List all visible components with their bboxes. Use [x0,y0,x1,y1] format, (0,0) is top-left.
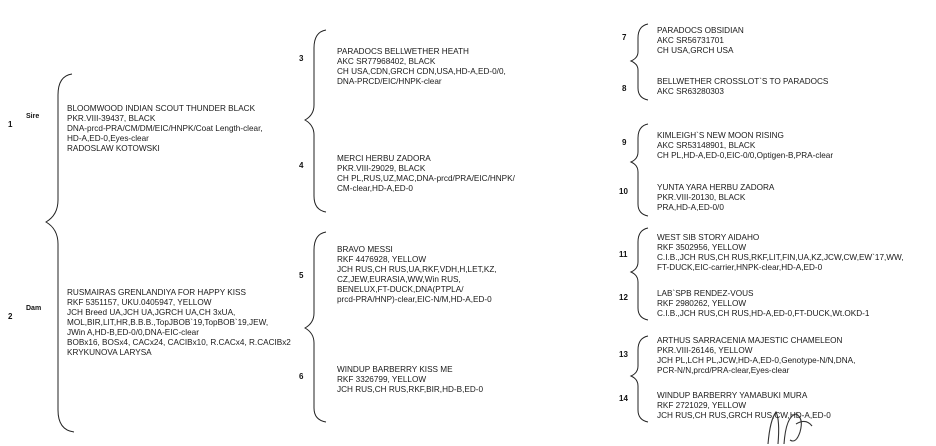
entry-number-14: 14 [619,394,628,403]
dam-entry [67,288,291,358]
ancestor-13 [657,336,855,376]
ancestor-5-titles-2: CZ,JEW,EURASIA,WW,Win RUS, [337,275,461,284]
entry-number-12: 12 [619,293,628,302]
sire-entry [67,104,263,154]
ancestor-13-name: ARTHUS SARRACENIA MAJESTIC CHAMELEON [657,336,843,345]
ancestor-13-health: PCR-N/N,prcd/PRA-clear,Eyes-clear [657,366,790,375]
ancestor-7-titles: CH USA,GRCH USA [657,46,734,55]
entry-number-6: 6 [299,372,304,381]
ancestor-12 [657,289,869,319]
sire-registration: PKR.VIII-39437, BLACK [67,114,156,123]
ancestor-5-name: BRAVO MESSI [337,245,393,254]
brace-sire [305,30,326,212]
ancestor-5-titles: JCH RUS,CH RUS,UA,RKF,VDH,H,LET,KZ, [337,265,497,274]
ancestor-8 [657,77,828,97]
ancestor-9-registration: AKC SR53148901, BLACK [657,141,756,150]
sire-name: BLOOMWOOD INDIAN SCOUT THUNDER BLACK [67,104,256,113]
ancestor-12-name: LAB`SPB RENDEZ-VOUS [657,289,754,298]
ancestor-11-titles: C.I.B.,JCH RUS,CH RUS,RKF,LIT,FIN,UA,KZ,JCW,CW,EW`17,WW, [657,253,904,262]
ancestor-9-titles: CH PL,HD-A,ED-0,EIC-0/0,Optigen-B,PRA-clear [657,151,834,160]
ancestor-6-titles: JCH RUS,CH RUS,RKF,BIR,HD-B,ED-0 [337,385,484,394]
ancestor-7-registration: AKC SR56731701 [657,36,724,45]
ancestor-7 [657,26,744,56]
ancestor-7-name: PARADOCS OBSIDIAN [657,26,744,35]
ancestor-8-registration: AKC SR63280303 [657,87,724,96]
entry-number-4: 4 [299,161,304,170]
ancestor-9 [657,131,833,161]
dam-health: JWin A,HD-B,ED-0/0,DNA-EIC-clear [67,328,199,337]
ancestor-4-health: CM-clear,HD-A,ED-0 [337,184,413,193]
sire-label: Sire [26,113,40,120]
ancestor-13-titles: JCH PL,LCH PL,JCW,HD-A,ED-0,Genotype-N/N,DNA, [657,356,856,365]
entry-number-13: 13 [619,350,628,359]
sire-owner: RADOSLAW KOTOWSKI [67,144,160,153]
ancestor-5 [337,245,497,305]
entry-number-8: 8 [622,84,627,93]
dam-owner: KRYKUNOVA LARYSA [67,348,152,357]
ancestor-13-registration: PKR.VIII-26146, YELLOW [657,346,753,355]
ancestor-6-registration: RKF 3326799, YELLOW [337,375,427,384]
entry-number-1: 1 [8,120,13,129]
entry-number-9: 9 [622,138,627,147]
ancestor-12-titles: C.I.B.,JCH RUS,CH RUS,HD-A,ED-0,FT-DUCK,Wt.OKD-1 [657,309,870,318]
ancestor-4-titles: CH PL,RUS,UZ,MAC,DNA-prcd/PRA/EIC/HNPK/ [337,174,515,183]
ancestor-3 [337,47,506,87]
ancestor-4-name: MERCI HERBU ZADORA [337,154,431,163]
ancestor-4-registration: PKR.VIII-29029, BLACK [337,164,426,173]
entry-number-11: 11 [619,250,628,259]
ancestor-11-registration: RKF 3502956, YELLOW [657,243,747,252]
entry-number-10: 10 [619,187,628,196]
ancestor-5-titles-3: BENELUX,FT-DUCK,DNA(PTPLA/ [337,285,464,294]
entry-number-5: 5 [299,271,304,280]
dam-awards: BOBx16, BOSx4, CACx24, CACIBx10, R.CACx4, R.CACIBx2 [67,338,291,347]
ancestor-3-health: DNA-PRCD/EIC/HNPK-clear [337,77,442,86]
dam-titles-2: MOL,BIR,LIT,HR,B.B.B.,TopJBOB`19,TopBOB`19,JEW, [67,318,269,327]
ancestor-10 [657,183,774,213]
dam-registration: RKF 5351157, UKU.0405947, YELLOW [67,298,212,307]
sire-health: DNA-prcd-PRA/CM/DM/EIC/HNPK/Coat Length-clear, [67,124,263,133]
ancestor-5-health: prcd-PRA/HNP)-clear,EIC-N/M,HD-A,ED-0 [337,295,492,304]
ancestor-4 [337,154,515,194]
dam-titles: JCH Breed UA,JCH UA,JGRCH UA,CH 3xUA, [67,308,236,317]
brace-5 [631,228,648,320]
ancestor-3-registration: AKC SR77968402, BLACK [337,57,436,66]
ancestor-14 [657,391,831,421]
ancestor-6 [337,365,483,395]
ancestor-6-name: WINDUP BARBERRY KISS ME [337,365,453,374]
brace-dam [305,232,326,422]
ancestor-12-registration: RKF 2980262, YELLOW [657,299,747,308]
ancestor-11-health: FT-DUCK,EIC-carrier,HNPK-clear,HD-A,ED-0 [657,263,823,272]
entry-number-2: 2 [8,312,13,321]
ancestor-10-registration: PKR.VIII-20130, BLACK [657,193,746,202]
ancestor-3-titles: CH USA,CDN,GRCH CDN,USA,HD-A,ED-0/0, [337,67,506,76]
entry-number-3: 3 [299,54,304,63]
brace-3 [631,24,648,100]
ancestor-14-registration: RKF 2721029, YELLOW [657,401,747,410]
ancestor-5-registration: RKF 4476928, YELLOW [337,255,427,264]
dam-label: Dam [26,305,42,312]
ancestor-10-health: PRA,HD-A,ED-0/0 [657,203,724,212]
brace-6 [631,336,648,422]
ancestor-14-titles: JCH RUS,CH RUS,GRCH RUS,CW,HD-A,ED-0 [657,411,831,420]
ancestor-9-name: KIMLEIGH`S NEW MOON RISING [657,131,784,140]
ancestor-11-name: WEST SIB STORY AIDAHO [657,233,760,242]
sire-health-2: HD-A,ED-0,Eyes-clear [67,134,149,143]
entry-number-7: 7 [622,33,627,42]
ancestor-8-name: BELLWETHER CROSSLOT`S TO PARADOCS [657,77,829,86]
ancestor-14-name: WINDUP BARBERRY YAMABUKI MURA [657,391,808,400]
dam-name: RUSMAIRAS GRENLANDIYA FOR HAPPY KISS [67,288,246,297]
ancestor-3-name: PARADOCS BELLWETHER HEATH [337,47,469,56]
brace-4 [631,124,648,216]
ancestor-10-name: YUNTA YARA HERBU ZADORA [657,183,775,192]
ancestor-11 [657,233,904,273]
